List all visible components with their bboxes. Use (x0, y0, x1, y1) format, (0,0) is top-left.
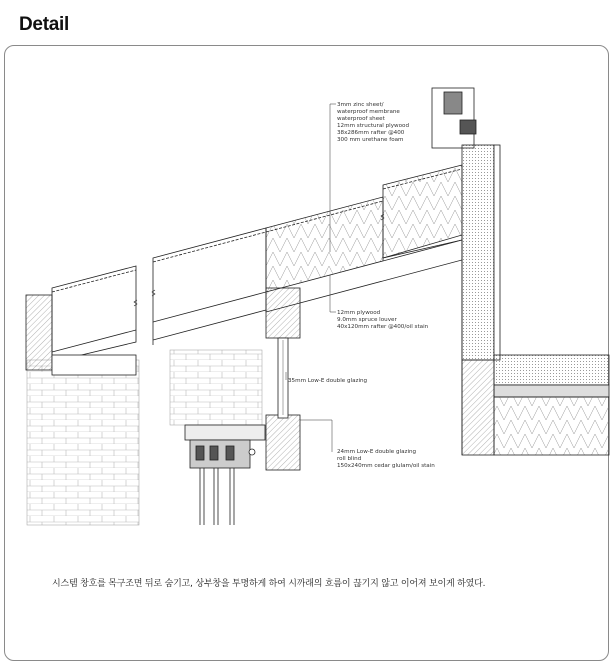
roof-mid (153, 228, 266, 345)
lower-note-1: 24mm Low-E double glazing (337, 449, 417, 455)
eave-note-2: 9.0mm spruce louver (337, 317, 397, 323)
lower-note-2: roll blind (337, 456, 362, 462)
window-frames (185, 425, 265, 525)
roof-left (26, 266, 136, 375)
roof-note-3: waterproof sheet (337, 116, 385, 122)
upper-glazing-note: 35mm Low-E double glazing (288, 378, 368, 384)
callout-eave (337, 310, 429, 330)
roof-note-5: 38x286mm rafter @400 (337, 130, 405, 136)
callout-upper-glazing (288, 378, 368, 384)
roof-note-6: 300 mm urethane foam (337, 137, 404, 143)
callout-lower (337, 449, 435, 469)
brick-wall-mid (170, 350, 262, 425)
eave-note-3: 40x120mm rafter @400/oil stain (337, 324, 429, 330)
roof-note-2: waterproof membrane (337, 109, 400, 115)
roof-note-4: 12mm structural plywood (337, 123, 410, 129)
roof-note-1: 3mm zinc sheet/ (337, 102, 384, 108)
callout-roof (337, 102, 409, 143)
page-title: Detail (19, 14, 69, 35)
caption: 시스템 창호를 목구조면 뒤로 숨기고, 상부창을 투명하게 하여 시까래의 흐름이 끊기지 않고 이어져 보이게 하였다. (52, 579, 486, 589)
eave-note-1: 12mm plywood (337, 310, 381, 316)
exterior-wall (432, 88, 609, 455)
lower-note-3: 150x240mm cedar glulam/oil stain (337, 463, 435, 469)
brick-wall-left (27, 360, 139, 525)
